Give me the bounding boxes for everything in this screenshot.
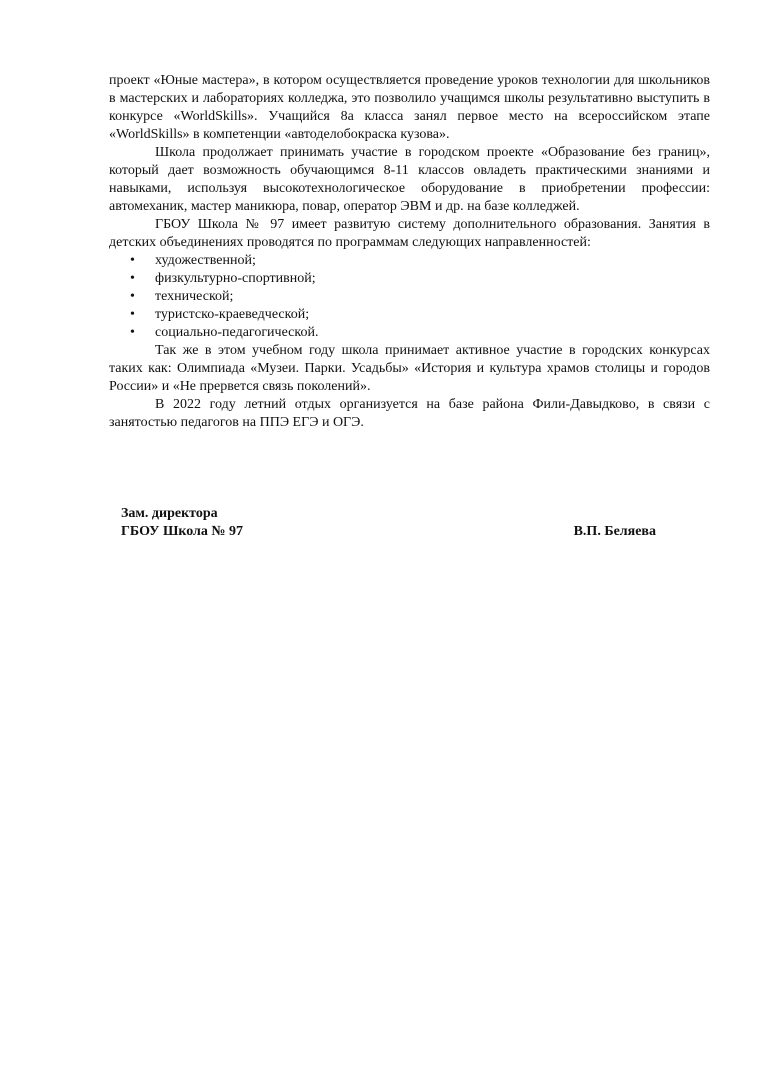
directions-list	[109, 252, 710, 342]
paragraph-additional-education: ГБОУ Школа № 97 имеет развитую систему дополнительного образования. Занятия в детских объединениях проводятся по программам следующих направленностей:	[109, 217, 710, 250]
paragraph-city-contests: Так же в этом учебном году школа принимает активное участие в городских конкурсах таких как: Олимпиада «Музеи. Парки. Усадьбы» «История и культура храмов столицы и городов России» и «Не прервется связь поколений».	[109, 343, 710, 394]
paragraph-project-young-masters: проект «Юные мастера», в котором осуществляется проведение уроков технологии для школьников в мастерских и лабораториях колледжа, это позволило учащимся школы результативно выступить в конкурсе «WorldSkills». Учащийся 8а класса занял первое место на всероссийском этапе «WorldSkills» в компетенции «автоделобокраска кузова».	[109, 73, 710, 142]
list-item	[109, 288, 710, 306]
list-item	[109, 252, 710, 270]
signature-organization: ГБОУ Школа № 97	[121, 524, 243, 539]
direction-label: туристско-краеведческой;	[155, 307, 310, 322]
signature-position: Зам. директора	[121, 506, 218, 521]
bullet-icon: •	[130, 289, 135, 304]
direction-label: физкультурно-спортивной;	[155, 271, 316, 286]
bullet-icon: •	[130, 253, 135, 268]
bullet-icon: •	[130, 325, 135, 340]
paragraph-summer-rest: В 2022 году летний отдых организуется на базе района Фили-Давыдково, в связи с занятостью педагогов на ППЭ ЕГЭ и ОГЭ.	[109, 397, 710, 430]
bullet-icon: •	[130, 307, 135, 322]
signature-name: В.П. Беляева	[573, 524, 656, 539]
signature-row	[121, 523, 656, 541]
document-body	[109, 72, 710, 432]
direction-label: социально-педагогической.	[155, 325, 319, 340]
direction-label: художественной;	[155, 253, 256, 268]
list-item	[109, 270, 710, 288]
direction-label: технической;	[155, 289, 234, 304]
paragraph-education-without-borders: Школа продолжает принимать участие в городском проекте «Образование без границ», который дает возможность обучающимся 8-11 классов овладеть практическими знаниями и навыками, используя высокотехнологическое оборудование в приобретении профессии: автомеханик, мастер маникюра, повар, оператор ЭВМ и др. на базе колледжей.	[109, 145, 710, 214]
bullet-icon: •	[130, 271, 135, 286]
list-item	[109, 324, 710, 342]
list-item	[109, 306, 710, 324]
signature-block	[121, 505, 656, 541]
